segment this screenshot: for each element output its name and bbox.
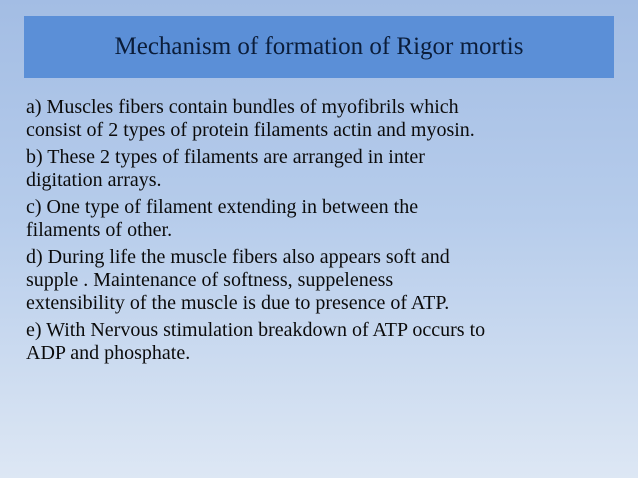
point-e	[26, 319, 616, 365]
slide-title: Mechanism of formation of Rigor mortis	[114, 33, 524, 60]
point-d-line-1: d) During life the muscle fibers also appears soft and	[26, 246, 450, 268]
slide-title-bar	[24, 16, 614, 78]
point-a-line-2: consist of 2 types of protein filaments actin and myosin.	[26, 119, 475, 141]
point-c-line-2: filaments of other.	[26, 219, 173, 241]
point-b	[26, 146, 616, 192]
point-c	[26, 196, 616, 242]
point-a	[26, 96, 616, 142]
point-d-line-2: supple . Maintenance of softness, suppeleness	[26, 269, 394, 291]
point-d-line-3: extensibility of the muscle is due to presence of ATP.	[26, 292, 450, 314]
slide-body	[26, 96, 616, 369]
point-c-line-1: c) One type of filament extending in between the	[26, 196, 419, 218]
point-a-line-1: a) Muscles fibers contain bundles of myofibrils which	[26, 96, 459, 118]
point-d	[26, 246, 616, 315]
point-b-line-1: b) These 2 types of filaments are arranged in inter	[26, 146, 425, 168]
point-b-line-2: digitation arrays.	[26, 169, 162, 191]
point-e-line-2: ADP and phosphate.	[26, 342, 191, 364]
point-e-line-1: e) With Nervous stimulation breakdown of ATP occurs to	[26, 319, 486, 341]
